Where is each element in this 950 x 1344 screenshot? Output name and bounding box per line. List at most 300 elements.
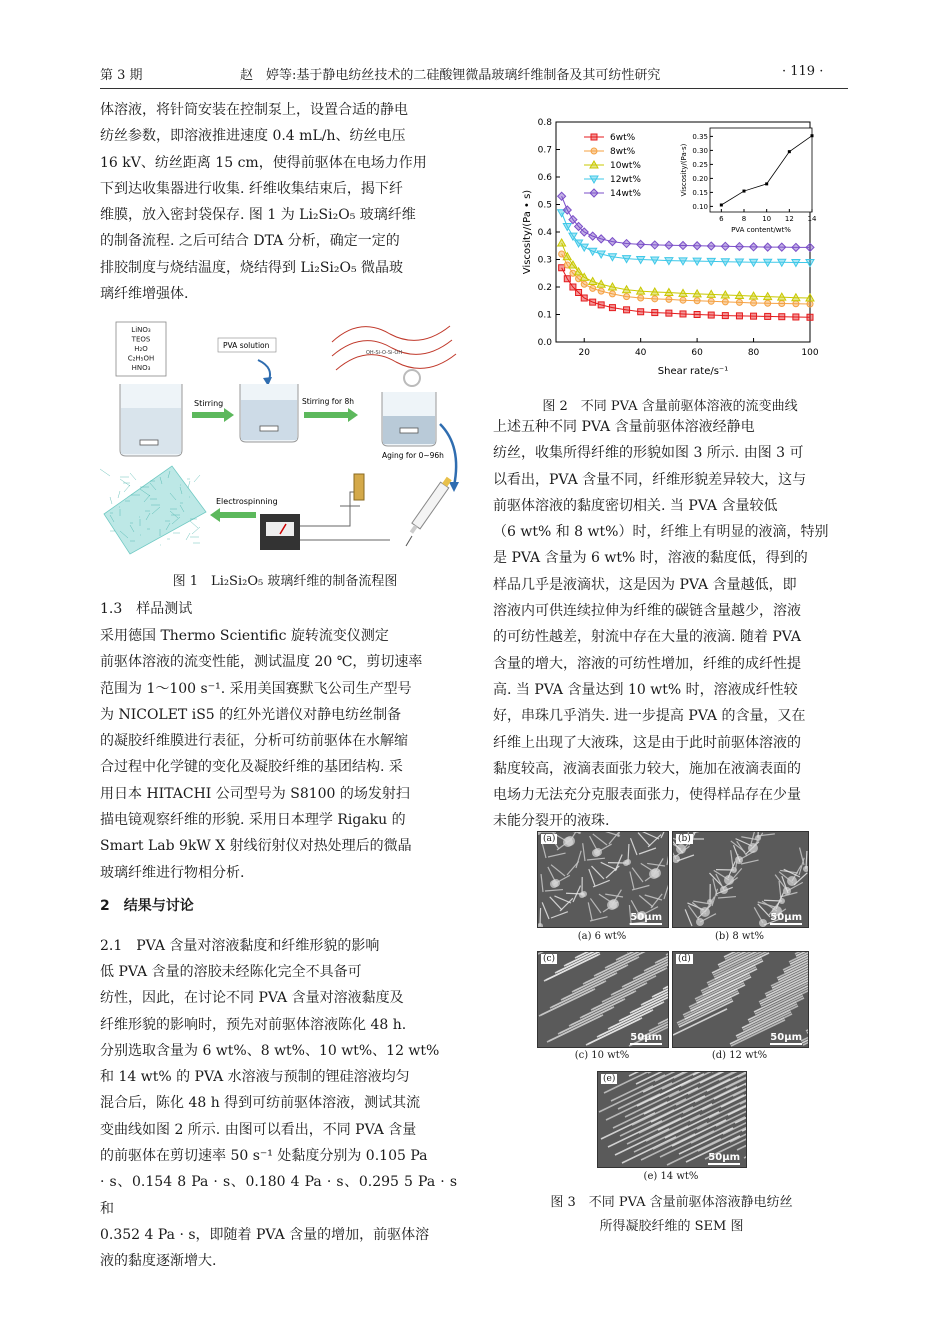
chart2-point — [609, 291, 615, 297]
sem-panel — [537, 831, 669, 928]
sem-fiber — [697, 977, 751, 1003]
chart2-point — [589, 278, 597, 285]
sem-fiber — [590, 917, 607, 921]
sem-fiber — [743, 1004, 797, 1030]
chart2-series — [559, 265, 813, 321]
chart2-xtick-label: 100 — [801, 348, 819, 358]
fig1-reagent: TEOS — [131, 335, 151, 344]
sem-panel-label: (d) — [678, 954, 691, 964]
sem-bead — [696, 918, 704, 926]
fig1-stirring: Stirring — [194, 399, 224, 408]
chart2-point — [721, 242, 729, 250]
right-line: 好，串珠几乎消失. 进一步提高 PVA 的含量，又在 — [493, 708, 806, 725]
sem-fiber — [744, 1006, 798, 1032]
chart2-point — [665, 241, 673, 249]
chart2-point — [652, 310, 658, 316]
sem-fiber — [679, 1001, 733, 1027]
sem-fiber — [664, 882, 668, 899]
sem-panel-caption: (b) 8 wt% — [714, 931, 764, 942]
chart2-point — [793, 301, 799, 307]
chart2-point — [638, 295, 644, 301]
sem-fiber — [560, 1007, 614, 1033]
left-bottom-line: 分别选取含量为 6 wt%、8 wt%、10 wt%、12 wt% — [100, 1042, 440, 1059]
chart2-point — [559, 265, 565, 271]
sem-panel-caption: (e) 14 wt% — [643, 1171, 699, 1182]
chart2-point — [651, 241, 659, 249]
left-mid-line: 用日本 HITACHI 公司型号为 S8100 的场发射扫 — [100, 785, 410, 802]
chart2-legend-label: 10wt% — [610, 161, 641, 171]
sem-fiber — [601, 862, 617, 870]
chart2-legend-label: 8wt% — [610, 147, 636, 157]
left-bottom-line: · s、0.154 8 Pa · s、0.180 4 Pa · s、0.295 5 Pa · s 和 — [100, 1174, 457, 1217]
sem-fiber — [588, 902, 592, 920]
fig1-electrospinning: Electrospinning — [216, 497, 278, 506]
right-line: 样品几乎是液滴状，这是因为 PVA 含量越低，即 — [493, 576, 797, 593]
chart2-point — [708, 312, 714, 318]
inset-point — [720, 204, 723, 207]
chart2-point — [750, 243, 758, 251]
sem-fiber — [541, 874, 543, 892]
sem-bead — [552, 879, 560, 887]
chart2-point — [779, 301, 785, 307]
right-paragraph — [493, 414, 850, 835]
sem-fiber — [605, 894, 623, 897]
chart2-point — [779, 314, 785, 320]
chart2-ytick-label: 0.2 — [537, 283, 552, 293]
sem-fiber — [551, 912, 568, 918]
left-top-line: 的制备流程. 之后可结合 DTA 分析，确定一定的 — [100, 233, 400, 250]
left-paragraph-top — [100, 97, 457, 307]
chart2-legend-label: 12wt% — [610, 175, 641, 185]
sem-fiber — [684, 991, 738, 1017]
inset-xtick-label: 14 — [807, 215, 817, 223]
section-1-3-heading: 1.3 样品测试 — [100, 601, 193, 617]
left-bottom-line: 纺性，因此，在讨论不同 PVA 含量对溶液黏度及 — [100, 990, 404, 1007]
sem-bead — [581, 891, 587, 897]
left-mid-line: Smart Lab 9kW X 射线衍射仪对热处理后的微晶 — [100, 838, 412, 855]
figure-2-chart — [520, 112, 838, 380]
chart2-point — [792, 260, 800, 267]
sem-fiber — [622, 1137, 676, 1163]
sem-fiber — [749, 996, 803, 1022]
chart2-point — [652, 296, 658, 302]
sem-scale-bar: 50μm — [770, 912, 802, 923]
chart2-point — [624, 307, 630, 313]
sem-fiber — [596, 952, 650, 975]
chart2-ytick-label: 0.0 — [537, 338, 552, 348]
sem-scale-bar: 50μm — [630, 1032, 662, 1043]
chart2-point — [558, 239, 566, 246]
chart2-point — [680, 311, 686, 317]
sem-fiber — [551, 865, 565, 876]
chart2-point — [581, 295, 587, 301]
sem-fiber — [801, 1015, 808, 1041]
fig1-pva-label: PVA solution — [223, 341, 270, 350]
chart2-point — [806, 260, 814, 267]
right-line: （6 wt% 和 8 wt%）时，纤维上有明显的液滴，特别 — [493, 524, 829, 541]
chart2-legend-label: 6wt% — [610, 133, 636, 143]
sem-fiber — [632, 885, 649, 890]
inset-point — [811, 134, 814, 137]
sem-fiber — [696, 975, 750, 1001]
sem-panel-label: (b) — [678, 834, 691, 844]
sem-fiber — [750, 998, 804, 1024]
chart2-point — [590, 299, 596, 305]
sem-fiber — [806, 1005, 808, 1031]
sem-fiber — [712, 889, 718, 906]
left-bottom-line: 混合后，陈化 48 h 得到可纺前驱体溶液，测试其流 — [100, 1095, 421, 1112]
sem-fiber — [702, 967, 756, 993]
sem-fiber — [593, 983, 647, 1009]
chart2-point — [792, 243, 800, 251]
chart2-point — [722, 313, 728, 319]
chart2-point — [807, 301, 813, 307]
chart2-xtick-label: 40 — [634, 348, 647, 358]
sem-bead — [759, 919, 767, 927]
right-line: 黏度较高，液滴表面张力较大，施加在液滴表面的 — [493, 760, 801, 777]
sem-fiber — [591, 866, 604, 879]
chart2-point — [637, 240, 645, 248]
inset-xtick-label: 8 — [741, 215, 747, 223]
sem-fiber — [541, 989, 595, 1015]
chart2-ytick-label: 0.4 — [537, 228, 552, 238]
chart2-point — [570, 284, 576, 290]
left-top-line: 16 kV、纺丝距离 15 cm，使得前驱体在电场力作用 — [100, 154, 427, 171]
left-top-line: 下到达收集器进行收集. 纤维收集结束后，揭下纤 — [100, 180, 403, 197]
left-mid-line: 玻璃纤维进行物相分析. — [100, 864, 245, 881]
sem-fiber — [661, 832, 668, 838]
chart2-legend-marker — [591, 148, 597, 154]
sem-fiber — [590, 898, 601, 913]
sem-fiber — [647, 863, 665, 866]
sem-fiber — [552, 981, 606, 1007]
inset-point — [743, 190, 746, 193]
left-bottom-line: 低 PVA 含量的溶胶未经陈化完全不具备可 — [100, 964, 362, 980]
fig1-stirring8: Stirring for 8h — [302, 397, 355, 406]
left-top-line: 璃纤维增强体. — [100, 286, 189, 303]
inset-xtick-label: 10 — [762, 215, 772, 223]
sem-panel — [597, 1071, 747, 1168]
sem-fiber — [690, 983, 744, 1009]
sem-panel-caption: (c) 10 wt% — [574, 1050, 630, 1061]
inset-xlabel: PVA content/wt% — [731, 226, 791, 234]
header-rule — [100, 88, 848, 89]
chart2-point — [638, 309, 644, 315]
chart2-legend-marker — [590, 189, 598, 197]
sem-panel-caption: (a) 6 wt% — [577, 931, 627, 942]
chart2-point — [806, 243, 814, 251]
right-line: 上述五种不同 PVA 含量前驱体溶液经静电 — [493, 419, 755, 435]
header-issue: 第 3 期 — [100, 68, 143, 83]
left-bottom-line: 和 14 wt% 的 PVA 水溶液与预制的锂硅溶液均匀 — [100, 1069, 410, 1086]
sem-fiber — [593, 834, 607, 845]
sem-fiber — [549, 1015, 603, 1041]
sem-fiber — [576, 851, 581, 868]
sem-fiber — [582, 991, 636, 1017]
chart2-point — [589, 232, 597, 240]
sem-bead — [803, 866, 808, 872]
chart2-point — [764, 243, 772, 251]
sem-fiber — [807, 1007, 808, 1033]
chart2-point — [694, 298, 700, 304]
chart2-point — [598, 288, 604, 294]
sem-fiber — [563, 973, 617, 999]
sem-panel — [537, 951, 669, 1048]
inset-ylabel: Viscosity/(Pa·s) — [680, 143, 688, 197]
left-top-line: 排胶制度与烧结温度，烧结得到 Li₂Si₂O₅ 微晶玻 — [100, 259, 404, 276]
left-bottom-line: 纤维形貌的影响时，预先对前驱体溶液陈化 48 h. — [100, 1016, 407, 1033]
sem-fiber — [685, 993, 739, 1019]
inset-ytick-label: 0.15 — [692, 188, 708, 197]
chart2-point — [666, 296, 672, 302]
sem-fiber — [649, 1005, 668, 1031]
inset-frame — [710, 128, 812, 212]
chart2-point — [793, 314, 799, 320]
chart2-point — [679, 241, 687, 249]
sem-fiber — [630, 871, 634, 889]
sem-fiber — [632, 868, 643, 882]
sem-fiber — [799, 858, 804, 875]
inset-ytick-label: 0.20 — [692, 174, 708, 183]
chart2-point — [735, 243, 743, 251]
chart2-point — [558, 192, 566, 200]
left-mid-line: 描电镜观察纤维的形貌. 采用日本理学 Rigaku 的 — [100, 812, 406, 829]
chart2-point — [590, 285, 596, 291]
sem-fiber — [708, 959, 762, 985]
sem-scale-bar: 50μm — [708, 1152, 740, 1163]
chart2-xlabel: Shear rate/s⁻¹ — [657, 366, 729, 377]
inset-point — [788, 150, 791, 153]
sem-bead — [538, 923, 543, 927]
chart2-point — [807, 314, 813, 320]
section-2-heading: 2 结果与讨论 — [100, 898, 194, 914]
left-mid-line: 范围为 1～100 s⁻¹. 采用美国赛默飞公司生产型号 — [100, 680, 412, 697]
sem-fiber — [542, 902, 549, 919]
header-page: · 119 · — [782, 64, 824, 79]
chart2-point — [736, 299, 742, 305]
chart2-ytick-label: 0.7 — [537, 145, 552, 156]
chart2-point — [623, 240, 631, 248]
fig1-reagent: HNO₃ — [131, 364, 151, 372]
chart2-point — [708, 298, 714, 304]
figure-3-caption-line2: 所得凝胶纤维的 SEM 图 — [599, 1219, 744, 1234]
sem-fiber — [563, 832, 581, 833]
left-top-line: 纺丝参数，即溶液推进速度 0.4 mL/h、纺丝电压 — [100, 128, 406, 145]
sem-fiber — [574, 965, 628, 991]
chart2-point — [693, 242, 701, 250]
sem-panel — [672, 951, 809, 1048]
sem-fiber — [585, 957, 639, 983]
chart2-point — [563, 224, 571, 231]
figure-1-caption: 图 1 Li₂Si₂O₅ 玻璃纤维的制备流程图 — [172, 574, 398, 589]
inset-point — [765, 182, 768, 185]
sem-fiber — [643, 832, 659, 839]
svg-text:OH-Si-O-Si-OH: OH-Si-O-Si-OH — [366, 350, 403, 356]
chart2-point — [751, 313, 757, 319]
sem-fiber — [685, 909, 692, 926]
sem-fiber — [691, 985, 745, 1011]
right-line: 以看出，PVA 含量不同，纤维形貌差异较大，这与 — [493, 471, 807, 488]
sem-fiber — [667, 847, 668, 865]
sem-bead — [651, 868, 661, 878]
sem-fiber — [703, 969, 757, 995]
chart2-point — [624, 294, 630, 300]
chart2-point — [609, 305, 615, 311]
chart2-ytick-label: 0.1 — [537, 310, 552, 321]
sem-bead — [787, 876, 797, 886]
left-mid-line: 采用德国 Thermo Scientific 旋转流变仪测定 — [100, 628, 389, 644]
inset-ytick-label: 0.30 — [692, 146, 708, 155]
sem-fiber — [715, 953, 769, 979]
sem-fiber — [666, 952, 668, 955]
sem-fiber — [709, 961, 763, 987]
left-mid-line: 合过程中化学键的变化及凝胶纤维的基团结构. 采 — [100, 759, 403, 776]
chart2-ytick-label: 0.8 — [537, 118, 552, 128]
sem-fiber — [602, 976, 656, 1002]
sem-bead — [676, 844, 686, 854]
fig1-reagent: C₂H₅OH — [127, 354, 155, 363]
sem-fiber — [678, 999, 732, 1025]
sem-fiber — [635, 952, 668, 978]
chart2-point — [598, 302, 604, 308]
sem-bead — [700, 907, 710, 917]
sem-fiber — [545, 890, 563, 891]
left-paragraph-mid — [100, 623, 457, 886]
sem-fiber — [639, 848, 656, 854]
sem-fiber — [718, 897, 736, 898]
figure-1-flowchart — [100, 316, 470, 561]
sem-fiber — [731, 850, 733, 868]
inset-xtick-label: 12 — [784, 215, 794, 223]
sem-bead — [565, 836, 575, 846]
chart2-ytick-label: 0.3 — [537, 255, 552, 266]
sem-fiber — [587, 858, 605, 860]
left-top-line: 维膜，放入密封袋保存. 图 1 为 Li₂Si₂O₅ 玻璃纤维 — [100, 207, 416, 224]
sem-panel-label: (c) — [543, 954, 556, 964]
right-line: 的可纺性越差，射流中存在大量的液滴. 随着 PVA — [493, 629, 802, 646]
chart2-point — [707, 242, 715, 250]
inset-ytick-label: 0.35 — [692, 132, 708, 141]
right-line: 电场力无法充分克服表面张力，使得样品存在少量 — [493, 787, 801, 804]
left-bottom-line: 变曲线如图 2 所示. 由图可以看出，不同 PVA 含量 — [100, 1121, 417, 1138]
right-line: 前驱体溶液的黏度密切相关. 当 PVA 含量较低 — [493, 497, 778, 514]
header-title: 赵 婷等:基于静电纺丝技术的二硅酸锂微晶玻璃纤维制备及其可纺性研究 — [240, 68, 661, 83]
right-line: 溶液内可供连续拉伸为纤维的碳链含量越少，溶液 — [493, 603, 801, 620]
sem-fiber — [589, 869, 595, 886]
chart2-point — [694, 312, 700, 318]
right-line: 纤维上出现了大液珠，这是由于此时前驱体溶液的 — [493, 734, 801, 751]
fig1-reagent: LiNO₃ — [131, 326, 151, 334]
sem-panel-label: (a) — [543, 834, 556, 844]
right-line: 纺丝，收集所得纤维的形貌如图 3 所示. 由图 3 可 — [493, 445, 804, 462]
sem-fiber — [548, 853, 566, 857]
chart2-point — [666, 310, 672, 316]
left-bottom-line: 0.352 4 Pa · s，即随着 PVA 含量的增加，前驱体溶 — [100, 1226, 430, 1243]
chart2-point — [750, 259, 758, 266]
section-2-1-heading: 2.1 PVA 含量对溶液黏度和纤维形貌的影响 — [100, 938, 380, 954]
chart2-point — [778, 243, 786, 251]
chart2-point — [765, 300, 771, 306]
sem-fiber — [673, 1009, 727, 1035]
left-top-line: 体溶液，将针筒安装在控制泵上，设置合适的静电 — [100, 102, 408, 118]
chart2-point — [680, 297, 686, 303]
sem-scale-bar: 50μm — [630, 912, 662, 923]
left-bottom-line: 液的黏度逐渐增大. — [100, 1253, 217, 1270]
sem-fiber — [567, 861, 579, 875]
right-line: 含量的增大，溶液的可纺性增加，纤维的成纤性提 — [493, 655, 801, 672]
sem-fiber — [741, 860, 759, 864]
sem-fiber — [651, 894, 662, 908]
right-line: 是 PVA 含量为 6 wt% 时，溶液的黏度低，得到的 — [493, 550, 808, 567]
sem-bead — [748, 843, 758, 853]
sem-fiber — [754, 986, 808, 1012]
chart2-point — [580, 244, 588, 251]
chart2-legend-label: 14wt% — [610, 189, 641, 199]
sem-fiber — [631, 838, 637, 855]
chart2-xtick-label: 60 — [691, 348, 703, 358]
chart2-point — [581, 281, 587, 287]
sem-panel-caption: (d) 12 wt% — [711, 1050, 768, 1061]
chart2-series — [558, 210, 814, 267]
sem-fiber — [583, 843, 585, 861]
inset-ytick-label: 0.25 — [692, 160, 708, 169]
sem-bead — [594, 848, 602, 856]
sem-fiber — [554, 896, 571, 903]
inset-xtick-label: 6 — [719, 215, 724, 223]
chart2-ylabel: Viscosity/(Pa • s) — [522, 189, 533, 275]
sem-fiber — [613, 968, 667, 994]
inset-ytick-label: 0.10 — [692, 202, 708, 211]
sem-bead — [625, 859, 631, 865]
figure-3-caption-line1: 图 3 不同 PVA 含量前驱体溶液静电纺丝 — [550, 1195, 793, 1210]
left-mid-line: 的凝胶纤维膜进行表征，分析可纺前驱体在水解缩 — [100, 733, 408, 750]
chart2-point — [576, 290, 582, 296]
sem-bead — [609, 899, 619, 909]
chart2-point — [751, 300, 757, 306]
fig1-reagent: H₂O — [134, 345, 148, 353]
sem-panel-label: (e) — [603, 1074, 616, 1084]
chart2-ytick-label: 0.6 — [537, 173, 552, 183]
fig1-aging: Aging for 0~96h — [382, 451, 444, 460]
chart2-xtick-label: 20 — [578, 348, 590, 358]
chart2-point — [559, 251, 565, 257]
sem-fiber — [779, 881, 781, 899]
sem-bead — [720, 886, 728, 894]
sem-fiber — [571, 999, 625, 1025]
chart2-xtick-label: 80 — [747, 348, 760, 358]
chart2-ytick-label: 0.5 — [537, 200, 552, 211]
chart2-point — [722, 299, 728, 305]
right-line: 高. 当 PVA 含量达到 10 wt% 时，溶液成纤性较 — [493, 681, 798, 698]
left-mid-line: 前驱体溶液的流变性能，测试温度 20 ℃，剪切速率 — [100, 654, 423, 671]
chart2-point — [608, 238, 616, 246]
left-bottom-line: 的前驱体在剪切速率 50 s⁻¹ 处黏度分别为 0.105 Pa — [100, 1148, 428, 1165]
chart2-point — [765, 313, 771, 319]
chart2-point — [736, 313, 742, 319]
left-mid-line: 为 NICOLET iS5 的红外光谱仪对静电纺丝制备 — [100, 706, 402, 723]
chart2-point — [597, 235, 605, 243]
chart2-point — [563, 206, 571, 214]
chart2-legend-marker — [591, 134, 597, 140]
left-paragraph-bottom — [100, 959, 457, 1275]
sem-panel — [672, 831, 809, 928]
sem-scale-bar: 50μm — [770, 1032, 802, 1043]
sem-fiber — [593, 880, 610, 887]
sem-fiber — [610, 1002, 664, 1028]
sem-bead — [673, 855, 680, 863]
figure-2-caption: 图 2 不同 PVA 含量前驱体溶液的流变曲线 — [542, 399, 798, 414]
sem-bead — [779, 898, 785, 904]
